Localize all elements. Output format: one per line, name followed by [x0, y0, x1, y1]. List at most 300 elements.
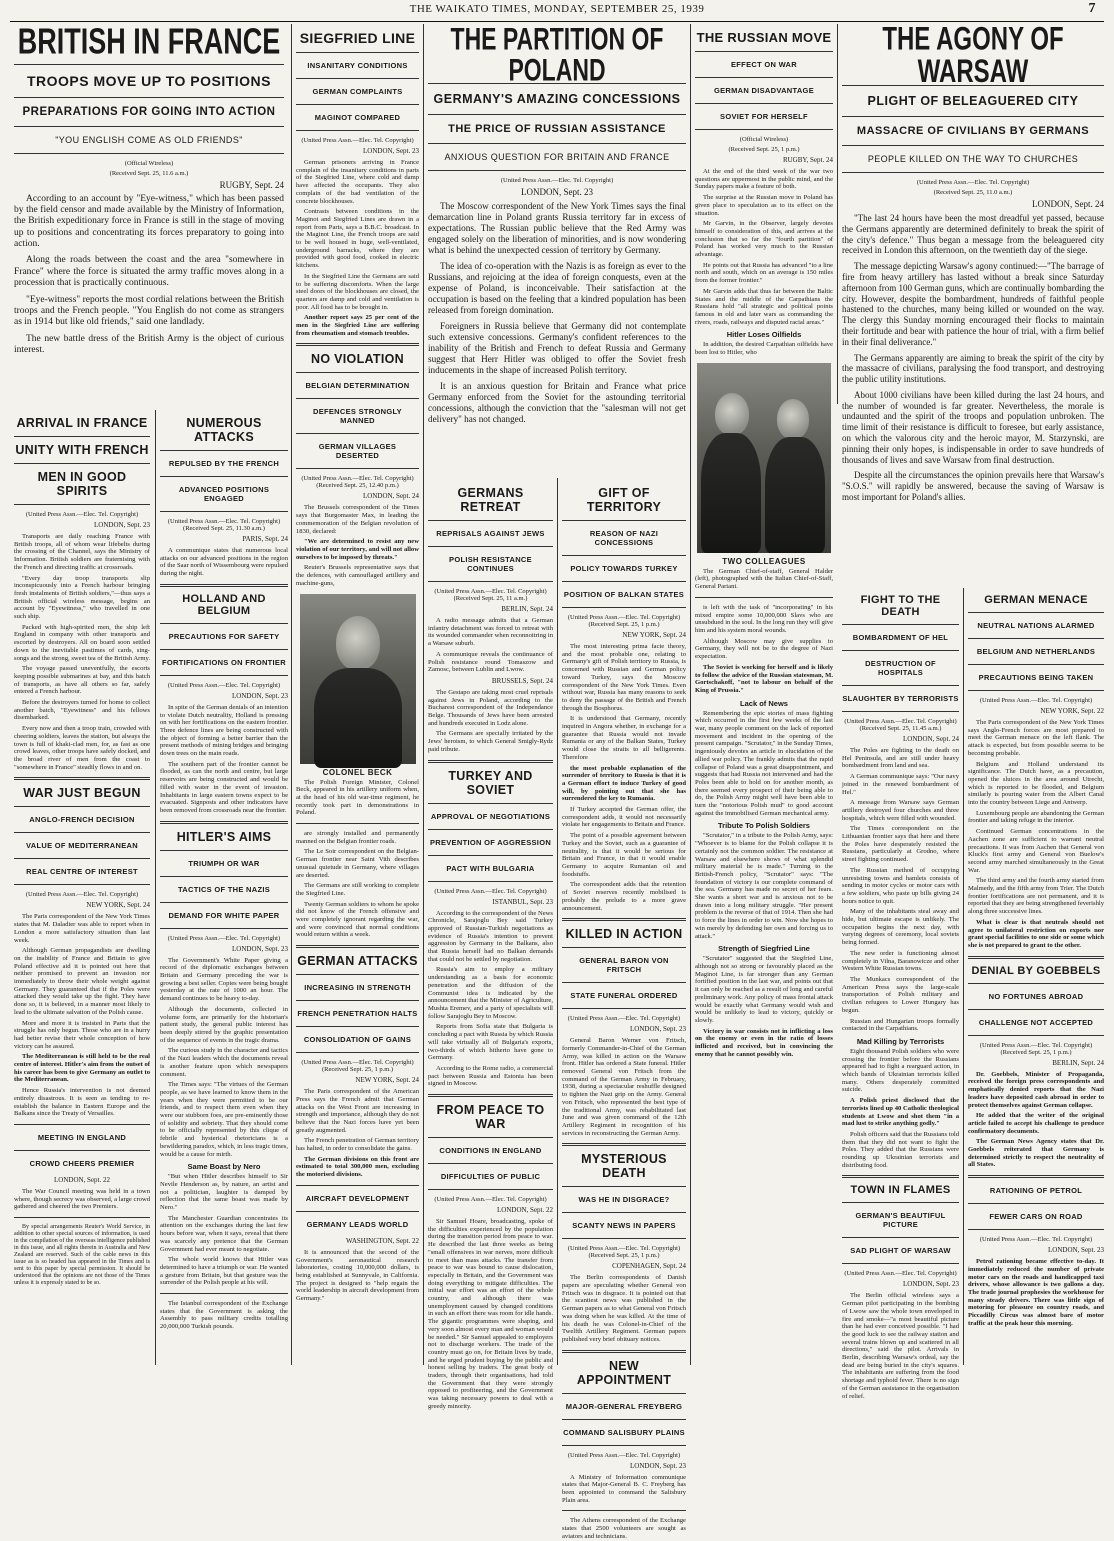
headline: THE RUSSIAN MOVE [696, 30, 832, 45]
divider [14, 153, 284, 154]
headline: TURKEY AND SOVIET [448, 768, 533, 797]
paragraph: The new order is functioning almost completely in Vilna, Baranowicze and other Western White Russian towns. [842, 949, 959, 973]
dateline: NEW YORK, Sept. 24 [86, 901, 150, 910]
divider [296, 1026, 419, 1027]
source-line: (Official Wireless) [124, 159, 174, 167]
agony-of-warsaw-article [842, 21, 1104, 584]
subhead: BELGIAN DETERMINATION [305, 381, 410, 391]
subhead: SCANTY NEWS IN PAPERS [572, 1221, 676, 1231]
paragraph: The Times correspondent on the Lithuanian frontier says that here and there the Poles have desperately resisted the Russians, particularly at Grodno, where street fighting continued. [842, 825, 959, 864]
paragraph: The War Council meeting was held in a town where, though secrecy was observed, a large crowd gathered and cheered the two Premiers. [14, 1187, 150, 1211]
divider [296, 945, 419, 948]
paragraph: The point of a possible agreement between Turkey and the Soviet, such as a guarantee of neutrality, is that it would be serious for Britain and France, in that it would enable Germany to acquire Rumanian oil and foodstuffs. [562, 832, 686, 878]
divider [968, 612, 1104, 613]
paragraph: He points out that Russia has advanced "to a line north and south, which on an average is 150 miles from the former frontier." [695, 261, 833, 285]
dateline: LONDON, Sept. 23 [363, 147, 419, 155]
divider [695, 77, 833, 78]
inline-subhead: Hitler Loses Oilfields [726, 330, 802, 340]
divider [842, 650, 959, 651]
divider [968, 1035, 1104, 1036]
divider [296, 1211, 419, 1212]
inline-subhead: Mad Killing by Terrorists [856, 1036, 945, 1046]
paragraph: Hence Russia's intervention is not deemed entirely disastrous. It is seen as tending to re-establish the balance in Eastern Europe and the Balkans since the Treaty of Versailles. [14, 1087, 150, 1118]
paragraph: The new battle dress of the British Army is the object of curious interest. [14, 333, 284, 356]
headline: NO VIOLATION [311, 352, 404, 367]
headline: TOWN IN FLAMES [850, 1184, 951, 1197]
divider [968, 1229, 1104, 1230]
paragraph: A Ministry of Information communique states that Major-General B. C. Freyberg has been appointed to command the Salisbury Plain area. [562, 1473, 686, 1504]
subhead: POLICY TOWARDS TURKEY [570, 564, 678, 573]
paragraph: Another report says 25 per cent of the men in the Siegfried Line are suffering from rheumatism and stomach troubles. [296, 314, 419, 337]
headline: GERMANS RETREAT [457, 486, 524, 514]
received-line: (United Press Assn.—Elec. Tel. Copyright) (Received Sept. 25, 11 a.m.) [434, 588, 547, 602]
divider [695, 129, 833, 130]
paragraph: The Munkacs correspondent of the American Press says the large-scale transportation of Polish military and civilian refugees to Lower Hungary has begun. [842, 975, 959, 1014]
subhead: REAL CENTRE OF INTEREST [26, 867, 138, 877]
paragraph: Contrasts between conditions in the Maginot and Siegfried Lines are drawn in a report from Paris, says a B.B.C. broadcast. In the Maginot Line, the French troops are said to be well housed in huge, well-ventilated, underground barracks, where they are provided with good food, cooked in electric kitchens. [296, 208, 419, 270]
subhead: INCREASING IN STRENGTH [304, 983, 411, 993]
source-line: (United Press Assn.—Elec. Tel. Copyright) [979, 1236, 1093, 1244]
divider [296, 1185, 419, 1186]
dateline: LONDON, Sept. 23 [1048, 1246, 1104, 1255]
paragraph: It is announced that the second of the Government's aeronautical research laboratories, costing 10,000,000 dollars, is being established at Sunnyvale, in California. The project is designed to "help regain the world leadership in aircraft development from Germany." [296, 1248, 419, 1303]
subhead: REPRISALS AGAINST JEWS [436, 529, 545, 538]
subhead: FRENCH PENETRATION HALTS [297, 1009, 418, 1019]
divider [160, 902, 288, 903]
divider [14, 64, 284, 65]
portrait-uniform-left [701, 433, 761, 553]
paragraph: The Istanbul correspondent of the Exchange states that the Government is asking the Assembly to pass military credits totalling 20,000,000 Turkish pounds. [160, 1300, 288, 1331]
dateline: LONDON, Sept. 23 [903, 1280, 959, 1289]
divider [695, 597, 833, 598]
divider [296, 104, 419, 105]
divider [428, 1163, 553, 1164]
divider [562, 581, 686, 582]
footnote: By special arrangements Reuter's World Service, in addition to other special sources of information, is used in the compilation of the overseas intelligence published in this issue, and all rights therein in Australia and New Zealand are reserved. Such of the cable news in this issue as is so headed has appeared in the Times and is sent to this paper by special permission. It should be understood that the opinions are not those of the Times unless it is expressly stated to be so. [14, 1224, 150, 1287]
photo-caption-title: TWO COLLEAGUES [722, 556, 806, 566]
subhead: BELGIUM AND NETHERLANDS [976, 647, 1096, 656]
subhead: WAS HE IN DISGRACE? [578, 1195, 670, 1205]
subhead: NEUTRAL NATIONS ALARMED [977, 621, 1095, 630]
subhead: RATIONING OF PETROL [989, 1186, 1083, 1196]
paragraph: The message depicting Warsaw's agony continued:—"The barrage of fire from heavy artillery has lasted without a break since Saturday afternoon from 100 German guns, which are continually bombarding the city. However, despite the bombardment, hundreds of faithful people hastened to the churches, many being killed or wounded on the way. The clergy this Sunday morning encouraged their flocks to maintain their fortitude and bear with patience the hour of trial, with a firm belief in their final deliverance." [842, 261, 1104, 347]
paragraph: According to the Rome radio, a commercial pact between Russia and Estonia has been signed in Moscow. [428, 1064, 553, 1088]
portrait-face [336, 616, 380, 670]
paragraph: The Moscow correspondent of the New York Times says the final demarcation line in Poland grants Russia territory far in excess of expectations. The Russian public believe that the Red Army was engaged solely on the liberation of minorities, and is now wondering what is behind the unexpected cession of territory by Germany. [428, 200, 686, 256]
inline-subhead: Lack of News [740, 698, 788, 708]
dateline: NEW YORK, Sept. 24 [355, 1076, 419, 1085]
divider [296, 974, 419, 975]
divider [296, 130, 419, 131]
headline: KILLED IN ACTION [565, 927, 683, 942]
divider [296, 52, 419, 53]
received-line: (Received Sept. 25, 11.0 a.m.) [933, 188, 1013, 196]
subhead: APPROVAL OF NEGOTIATIONS [430, 811, 551, 821]
siegfried-line-article [296, 24, 419, 1364]
divider [695, 51, 833, 52]
paragraph: The Russian method of occupying unresisting towns and hamlets consists of sending in motor cycles or motor cars with a few soldiers, who paste up bills giving 24 hours notice to quit. [842, 866, 959, 905]
subhead: MEETING IN ENGLAND [37, 1132, 127, 1142]
subhead: REASON OF NAZI CONCESSIONS [589, 529, 659, 547]
headline: WAR JUST BEGUN [23, 786, 141, 801]
divider [14, 504, 150, 505]
divider [296, 78, 419, 79]
paragraph: The Soviet is working for herself and is likely to follow the advice of the Russian statesman, M. Gortschakoff, "not to labour on behalf of the King of Prussia." [695, 663, 833, 694]
divider [14, 884, 150, 885]
paragraph: Mr Garvin adds that thus far between the Baltic States and the middle of the Carpathians the Russians hold "all strategic and political points famous in old and later wars as commanding the rivers, roads, railways and disputed racial areas." [695, 287, 833, 326]
paragraph: Although German propagandists are dwelling on the inability of France and Britain to give Poland effective aid it is pointed out here that neither promised to prevent an invasion nor immediately to throw their whole weight against Germany. They guaranteed that if the Poles were attacked they would take up the fight. They have done so, it is believed, in a manner most likely to lead to the ultimate salvation of the Polish cause. [14, 947, 150, 1016]
paragraph: Before the destroyers turned for home to collect another batch, "Eyewitness" and his fellows disembarked. [14, 699, 150, 722]
divider [160, 1293, 288, 1294]
received-line: (United Press Assn.—Elec. Tel. Copyright) (Received Sept. 25, 11.30 a.m.) [167, 518, 281, 532]
column-rule [155, 410, 156, 1365]
divider [562, 520, 686, 521]
headline-british-in-france: BRITISH IN FRANCE [17, 21, 281, 62]
subhead: PLIGHT OF BELEAGUERED CITY [867, 93, 1079, 108]
headline: MEN IN GOOD SPIRITS [37, 470, 127, 498]
dateline: NEW YORK, Sept. 22 [1040, 707, 1104, 715]
dateline: BERLIN, Sept. 24 [1052, 1058, 1104, 1067]
dateline: NEW YORK, Sept. 24 [622, 631, 686, 639]
divider [562, 1350, 686, 1353]
subhead: PREPARATIONS FOR GOING INTO ACTION [22, 105, 276, 118]
divider [428, 546, 553, 547]
subhead: SOVIET FOR HERSELF [720, 112, 808, 121]
paragraph: Many of the inhabitants steal away and hide, but ultimate escape is unlikely. The occupation begins the next day, with varying degrees of ceremony, local soviets being formed. [842, 908, 959, 947]
divider [562, 607, 686, 608]
divider [968, 1175, 1104, 1178]
inline-subhead: Tribute To Polish Soldiers [718, 821, 810, 831]
divider [842, 1237, 959, 1238]
paragraph: Luxembourg people are abandoning the German frontier and taking refuge in the interior. [968, 809, 1104, 825]
subhead: VALUE OF MEDITERRANEAN [26, 841, 138, 851]
divider [14, 832, 150, 833]
paragraph: German prisoners arriving in France complain of the insanitary conditions in parts of the Siegfried Line, where cold and damp have affected the occupants. They also complain of the bad ventilation of the concrete blockhouses. [296, 159, 419, 205]
subhead: STATE FUNERAL ORDERED [570, 991, 678, 1001]
divider [842, 172, 1104, 173]
dateline: LONDON, Sept. 24 [1032, 198, 1104, 209]
paragraph: The German News Agency states that Dr. Goebbels reiterated that Germany is determined strictly to respect the neutrality of all States. [968, 1138, 1104, 1169]
divider [428, 1094, 553, 1097]
subhead: ANXIOUS QUESTION FOR BRITAIN AND FRANCE [444, 151, 670, 162]
paragraph: Mr Garvin, in the Observer, largely devotes himself to consideration of this, and arrives at the conclusion that so far the "fourth partition" of Poland has worked very much to the Russian advantage. [695, 220, 833, 259]
paragraph: Reports from Sofia state that Bulgaria is concluding a pact with Russia by which Russia will take virtually all of Bulgaria's exports, two-thirds of which hitherto have gone to Germany. [428, 1023, 553, 1062]
divider [160, 675, 288, 676]
divider [842, 1263, 959, 1264]
divider [695, 103, 833, 104]
divider [160, 450, 288, 451]
paragraph: The Germans are specially irritated by the Jews' heroism, to which General Smigly-Rydz paid tribute. [428, 730, 553, 753]
divider [296, 1052, 419, 1053]
subhead: GENERAL BARON VON FRITSCH [579, 956, 669, 975]
paragraph: Remembering the epic stories of mass fighting which occurred in the first few weeks of the last war, many people comment on the lack of reported movement and incident in the opening of the present campaign. "Scrutator," in the Sunday Times, ingeniously devotes an article in elucidation of the allied war policy. The frankly admits that the rapid collapse of Poland was a great disappointment, and suggests that had Russia not intervened and had the Poles been able to hold on for another month, as there seemed every prospect of their being able to do, the Polish Army might well have been able to turn the "notorious Polish mud" to good account against the immobilised German mechanical army. [695, 709, 833, 817]
paragraph: Russia's aim to employ a military understanding as a basis for economic penetration and the diffusion of the Communist idea is indicated by the announcement that the Minister of Agriculture, Mushta Eremev, and a party of specialists will follow Sarajoglu Bey to Moscow. [428, 966, 553, 1020]
subhead: NO FORTUNES ABROAD [988, 991, 1084, 1001]
headline: HOLLAND AND BELGIUM [182, 592, 266, 617]
paragraph: According to the correspondent of the News Chronicle, Sarajoglu Bey said Turkey approved of Russian-Turkish negotiations as evidence of Russia's intention to prevent aggression by Germany in the Balkans, also that Russia herself had no Balkan demands that could not be settled by negotiation. [428, 909, 553, 963]
paragraph: The correspondent adds that the retention of Soviet reserves recently mobilised is probably the prelude to a more grave announcement. [562, 881, 686, 912]
two-colleagues-photo [697, 363, 831, 553]
paragraph: Belgium and Holland understand its significance. The Dutch have, as a precaution, opened the sluices in the area around Utrecht, which is reported to be flooded, and Belgium similarly is pouring water from the Albert Canal into the country between Liege and Antwerp. [968, 760, 1104, 807]
headline: HITLER'S AIMS [176, 829, 272, 844]
paragraph: The southern part of the frontier cannot be flooded, as can the north and centre, but large reservoirs are being constructed and would be filled with water in the event of invasion. Inhabitants in large eastern towns expect to be evacuated. Signposts and other indicators have been removed from crossroads near the frontier. [160, 760, 288, 814]
divider [842, 145, 1104, 146]
subhead: THE PRICE OF RUSSIAN ASSISTANCE [448, 122, 666, 135]
column-rule [837, 24, 838, 404]
received-line: (United Press Assn.—Elec. Tel. Copyright) (Received Sept. 25, 12.40 p.m.) [301, 475, 414, 490]
divider [562, 1393, 686, 1394]
headline: GERMAN MENACE [984, 594, 1088, 606]
divider [562, 982, 686, 983]
paragraph: are strongly installed and permanently manned on the Belgian frontier roads. [296, 830, 419, 845]
divider [968, 983, 1104, 984]
divider [296, 398, 419, 399]
divider [968, 638, 1104, 639]
dateline: WASHINGTON, Sept. 22 [346, 1236, 419, 1245]
paragraph: Dr. Goebbels, Minister of Propaganda, received the foreign press correspondents and emphatically denied reports that the Nazi leaders have deposited cash abroad in order to protect themselves against German collapse. [968, 1070, 1104, 1109]
paragraph: The Berlin correspondents of Danish papers are speculating whether General von Fritsch was in disgrace. It is pointed out that the scantiest news was published in the German papers as to what General von Fritsch was doing when he was killed. At the time of his death he was Colonel-in-Chief of the Twelfth Artillery Regiment. German papers published very brief obituary notices. [562, 1274, 686, 1343]
divider [562, 918, 686, 921]
paragraph: Although Moscow may give supplies to Germany, they will not be to the degree of Nazi expectation. [695, 637, 833, 661]
divider [842, 624, 959, 625]
divider [562, 1510, 686, 1511]
paragraph: The most interesting prima facie theory, and the most probable one, relating to Germany's gift of Polish territory to Russia, is concerned with Russian and German policy toward Turkey, says the Moscow correspondent of the New York Times. Even without war, Russia has many reasons to seek to deny the passage of the British and French through the Bosphorus. [562, 643, 686, 712]
dateline: RUGBY, Sept. 24 [219, 179, 284, 190]
subhead: CONSOLIDATION OF GAINS [303, 1035, 412, 1045]
source-line: (United Press Assn.—Elec. Tel. Copyright) [25, 891, 139, 899]
paragraph: Every now and then a troop train, crowded with cheering soldiers, leaves the station, but always the town is full of khaki-clad men, for, as fast as one crowd leaves, other troops have safely docked, and the broad river of men from the coast to "somewhere in France" steadily flows in and on. [14, 725, 150, 771]
paragraph: The French penetration of German territory has halted, in order to consolidate the gains. [296, 1137, 419, 1153]
paragraph: The Athens correspondent of the Exchange states that 2500 volunteers are sought as aviators and technicians. [562, 1517, 686, 1540]
source-line: (United Press Assn.—Elec. Tel. Copyright) [500, 176, 614, 184]
paragraph: "But when Hitler describes himself to Sir Nevile Henderson as, by nature, an artist and not a politician, laughter is damped by reflection that the same boast was made by Nero." [160, 1173, 288, 1212]
paragraph: Foreigners in Russia believe that Germany did not contemplate such extensive concessions. Germany's confident references to the inability of the British and French to defeat Russia and Germany suggest that Herr Hitler was obliged to offer the Soviet fresh inducements in the shape of increased Polish territory. [428, 321, 686, 376]
subhead: COMMAND SALISBURY PLAINS [563, 1427, 685, 1437]
headline-partition-of-poland: THE PARTITION OF POLAND [450, 21, 664, 89]
paragraph: The voyage passed uneventfully, the escorts keeping possible submarines at bay, and this batch of transports, as have all others so far, safely entered a French harbour. [14, 665, 150, 696]
paragraph: A radio message admits that a German infantry detachment was forced to retreat with its wounded commander when reconnoitring in a Warsaw suburb. [428, 617, 553, 648]
paragraph: Along the roads between the coast and the area "somewhere in France" where the force is situated the army traffic moves along in a procession that is practically continuous. [14, 255, 284, 289]
partition-of-poland-article [428, 21, 686, 476]
divider [296, 823, 419, 824]
source-line: (United Press Assn.—Elec. Tel. Copyright) [25, 511, 139, 518]
source-line: (United Press Assn.—Elec. Tel. Copyright) [434, 887, 547, 895]
subhead: GERMANY'S AMAZING CONCESSIONS [433, 91, 681, 106]
headline: FROM PEACE TO WAR [436, 1103, 545, 1132]
paragraph: The Government's White Paper giving a record of the diplomatic exchanges between Britain and Germany preceding the war is growing a best seller. Copies were being bought yesterday at the rate of 1000 an hour. The demand continues to be heavy to-day. [160, 956, 288, 1003]
received-line: (United Press Assn.—Elec. Tel. Copyright) (Received Sept. 25, 11.45 a.m.) [844, 718, 957, 732]
paragraph: the most probable explanation of the surrender of territory to Russia is that it is a German effort to induce Turkey of good will, by pointing out that she has surrendered the key to Rumania. [562, 764, 686, 803]
dateline: LONDON, Sept. 23 [232, 944, 288, 953]
russian-move-article [695, 24, 833, 1364]
divider [14, 806, 150, 807]
paragraph: Russian and Hungarian troops formally contacted in the Carpathians. [842, 1017, 959, 1033]
divider [562, 1419, 686, 1420]
divider [428, 881, 553, 882]
divider [562, 1143, 686, 1146]
headline: NEW APPOINTMENT [576, 1358, 672, 1387]
subhead: TRIUMPH OR WAR [188, 858, 260, 868]
received-line: (Received Sept. 25, 11.6 a.m.) [109, 169, 189, 177]
dateline: LONDON, Sept. 24 [363, 492, 419, 501]
paragraph: Twenty German soldiers to whom he spoke did not know of the French offensive and were completely ignorant regarding the war, and were convinced that normal conditions would return within a week. [296, 900, 419, 939]
headline: UNITY WITH FRENCH [15, 443, 149, 457]
divider [160, 511, 288, 512]
paragraph: The Mediterranean is still held to be the real centre of interest. Hitler's aim from the outset of his career has been to give Germany an outlet to the Mediterranean. [14, 1053, 150, 1084]
subhead: PEOPLE KILLED ON THE WAY TO CHURCHES [867, 153, 1079, 164]
dateline: LONDON, Sept. 24 [903, 735, 959, 743]
german-menace-article [968, 588, 1104, 1365]
subhead: "YOU ENGLISH COME AS OLD FRIENDS" [55, 134, 243, 145]
numerous-attacks-article [160, 410, 288, 1365]
subhead: DESTRUCTION OF HOSPITALS [865, 659, 936, 677]
subhead: DEFENCES STRONGLY MANNED [312, 407, 402, 426]
paragraph: According to an account by "Eye-witness," which has been passed by the field censor and made available by the Ministry of Information, the British expeditionary force in France is still in the stage of moving up to positions and concentrating its forces preparatory to going into action. [14, 193, 284, 250]
received-line: (United Press Assn.—Elec. Tel. Copyright) (Received Sept. 25, 1 p.m.) [979, 1041, 1093, 1056]
paragraph: At the end of the third week of the war two questions are uppermost in the public mind, and the Sunday papers make a feature of both. [695, 168, 833, 191]
dateline: LONDON, Sept. 22 [497, 1206, 553, 1215]
subhead: PRECAUTIONS FOR SAFETY [168, 631, 280, 641]
dateline: ISTANBUL, Sept. 23 [492, 897, 553, 906]
headline: ARRIVAL IN FRANCE [16, 416, 148, 430]
paragraph: The Germans apparently are aiming to break the spirit of the city by the massacre of civilians, paralysing the food transport, and destroying the public utility institutions. [842, 352, 1104, 385]
divider [562, 1186, 686, 1187]
paragraph: Victory in war consists not in inflicting a loss on the enemy or even in the ratio of losses inflicted and received, but in convincing the enemy that he cannot possibly win. [695, 1027, 833, 1058]
paragraph: About 1000 civilians have been killed during the last 24 hours, and the number of wounded is far greater. Nevertheless, the morale is undaunted and the spirit of the troops and population unbroken. The time limit of their resistance is difficult to foresee, but early assistance, on which the valorous city and the heroic mayor, M. Starzynski, are pinning their only hopes, is indispensable in order to save hundreds of thousands of lives and save Warsaw from final destruction. [842, 389, 1104, 465]
subhead: DIFFICULTIES OF PUBLIC [440, 1172, 541, 1182]
divider [428, 1137, 553, 1138]
paragraph: is left with the task of "incorporating" in his mixed empire some 10,000,000 Slavs who are unsubdued in the soul. In the long run they will give him and his system moral wounds. [695, 603, 833, 634]
divider [160, 850, 288, 851]
headline: GIFT OF TERRITORY [586, 486, 662, 514]
paragraph: What is clear is that neutrals should not agree to unilateral restriction on exports nor grant special facilities to one side or some which she is not prepared to grant to the other. [968, 918, 1104, 949]
paragraph: The German divisions on this front are estimated to total 300,000 men, excluding the motorised divisions. [296, 1155, 419, 1179]
dateline: BERLIN, Sept. 24 [501, 605, 553, 613]
subhead: PACT WITH BULGARIA [446, 863, 535, 873]
paragraph: "Scrutator" suggested that the Siegfried Line, although not so strong or favourably placed as the Maginot Line, is far stronger than any German fortified position in the last war, and points out that it can only be reached as a result of long and careful preliminary work. Any policy of mass frontal attack would be exactly what Germany would wish and would be unlikely to lead to victory, quickly or slowly. [695, 955, 833, 1024]
divider [842, 1202, 959, 1203]
paragraph: The Berlin official wireless says a German pilot participating in the bombing of Lwow saw the whole town enveloped in fire and smoke—"a most beautiful picture than he had ever conceived possible. "I had the good luck to see the railway station and several trains blown up and scattered in all directions," said the pilot. Arrivals in Berlin, describing Warsaw's ordeal, say the dead are being buried in the city's squares. The inhabitants are suffering from the food shortage and typhoid fever. There is no sign of the German assistance in the organisation of relief. [842, 1292, 959, 1400]
subhead: MASSACRE OF CIVILIANS BY GERMANS [856, 124, 1090, 137]
paragraph: Sir Samuel Hoare, broadcasting, spoke of the difficulties experienced by the population during the transition period from peace to war. He described the last three weeks as being "small offensives in war nerves, more difficult to meet than mass attacks. The transfer from peace to war was bound to cause dislocation, especially in Britain, and the Government was doing everything to mitigate difficulties. The initial war effort was an effort of the whole country, and although there was unemployment caused by changed conditions in such an effort there was room for idle hands. The gigantic programmes were shaping, and very soon almost every man and woman would be needed." Sir Samuel appealed to employers not to discharge workers. The trade of the country must go on, for Britain lives by trade, and he urged prudent buying by the public and honest selling by traders. The great body of traders, through their organisations, had told the Government that they were strongly opposed to profiteering, and the Government was taking necessary powers to deal with a greedy minority. [428, 1218, 553, 1410]
divider [968, 956, 1104, 959]
column-rule [557, 478, 558, 1365]
divider [562, 1238, 686, 1239]
paragraph: Polish officers said that the Russians told them that they did not want to fight the Poles. They added that the Russians were rounding up Ukrainian terrorists and distributing food. [842, 1130, 959, 1169]
subhead: POLISH RESISTANCE CONTINUES [449, 555, 532, 573]
divider [160, 928, 288, 929]
divider [562, 555, 686, 556]
source-line: (United Press Assn.—Elec. Tel. Copyright) [567, 1015, 681, 1023]
subhead: REPULSED BY THE FRENCH [168, 459, 280, 468]
paragraph: The third army and the fourth army started from Malmedy, and the fifth army from Trier. The Dutch frontier fortifications are not permanent, and it is reported that they are being strengthened feverishly along three successive lines. [968, 877, 1104, 916]
received-line: (United Press Assn.—Elec. Tel. Copyright) (Received Sept. 25, 1 p.m.) [301, 1059, 414, 1074]
divider [296, 343, 419, 346]
source-line: (United Press Assn.—Elec. Tel. Copyright) [916, 178, 1030, 186]
divider [160, 876, 288, 877]
divider [428, 855, 553, 856]
paragraph: "Eye-witness" reports the most cordial relations between the British troops and the French people. "You English do not come as strangers as in 1914 but like old friends," said one landlady. [14, 294, 284, 328]
divider [968, 1203, 1104, 1204]
divider [296, 468, 419, 469]
headline-agony-of-warsaw: THE AGONY OF WARSAW [882, 21, 1064, 91]
received-line: (United Press Assn.—Elec. Tel. Copyright) (Received Sept. 25, 1 p.m.) [567, 1245, 681, 1260]
portrait-face-right [777, 399, 809, 439]
subhead: SAD PLIGHT OF WARSAW [850, 1246, 951, 1256]
portrait-face-left [715, 393, 749, 435]
divider [428, 114, 686, 115]
paragraph: A Polish priest disclosed that the terrorists lined up 40 Catholic theological students at Lwow and shot them "in a mad lust to strike anything godly." [842, 1097, 959, 1128]
paragraph: In spite of the German denials of an intention to violate Dutch neutrality, Holland is pressing on with her fortifications on the eastern frontier. Three defence lines are being constructed with the object of forming a better barrier than the present methods of mining bridges and bringing down trees on the main roads. [160, 703, 288, 758]
photo-caption-title: COLONEL BECK [322, 767, 393, 777]
paragraph: The Poles are fighting to the death on Hel Peninsula, and are still under heavy bombardment from land and sea. [842, 747, 959, 770]
dateline: LONDON, Sept. 23 [94, 521, 150, 529]
divider [160, 623, 288, 624]
paragraph: General Baron Werner von Fritsch, formerly Commander-in-Chief of the German Army, was killed in action on the Warsaw front. Hitler has ordered a State funeral. Hitler removed General von Fritsch from the command of the German Army in February, 1938, during a spectacular reshuffle designed to tighten the Nazi grip on the Army. General von Fritsch, who represented the best type of the traditional Army, was rehabilitated last June and was given command of the 12th Artillery Regiment in recognition of his services in reconstructing the German Army. [562, 1037, 686, 1137]
divider [296, 433, 419, 434]
paragraph: He added that the writer of the original article failed to accept his challenge to produce confirmatory documents. [968, 1112, 1104, 1135]
divider [160, 584, 288, 587]
paragraph: The Le Soir correspondent on the Belgian-German frontier near Saint Vith describes unusual quietude in Germany, where villages are deserted. [296, 848, 419, 879]
paragraph: Transports are daily reaching France with British troops, all of whom wear lifebelts during the crossing of the Channel, says the Ministry of Information. British soldiers are fraternising with the French and directing traffic at crossroads. [14, 533, 150, 571]
headline: DENIAL BY GOEBBELS [971, 964, 1101, 977]
column-rule [291, 24, 292, 1365]
paragraph: The Germans are still working to complete the Siegfried Line. [296, 882, 419, 897]
subhead: BOMBARDMENT OF HEL [852, 633, 949, 642]
column-rule [690, 24, 691, 1365]
paragraph: A message from Warsaw says German artillery destroyed four churches and three hospitals, which were filled with wounded. [842, 799, 959, 822]
paragraph: A communique states that numerous local attacks on our advanced positions in the region of the Saar north of Wissembourg were repulsed during the night. [160, 547, 288, 578]
fight-to-the-death-article [842, 588, 959, 1400]
subhead: PREVENTION OF AGGRESSION [429, 837, 552, 847]
paragraph: The Brussels correspondent of the Times says that Burgomaster Max, in leading the commemoration of the Belgian revolution of 1830, declared: [296, 504, 419, 535]
masthead [0, 0, 1114, 20]
subhead: ADVANCED POSITIONS ENGAGED [178, 485, 270, 503]
dateline: LONDON, Sept. 23 [232, 691, 288, 700]
subhead: AIRCRAFT DEVELOPMENT [305, 1193, 410, 1203]
dateline: LONDON, Sept. 23 [521, 186, 593, 197]
headline: MYSTERIOUS DEATH [581, 1152, 667, 1181]
divider [14, 858, 150, 859]
divider [428, 520, 553, 521]
paragraph: It is an anxious question for Britain and France what price Germany enforced from the Soviet for the astounding territorial concessions, although the conviction that the "salesman will not get delivery" has not changed. [428, 381, 686, 425]
divider [296, 1000, 419, 1001]
paragraph: The curious study in the character and tactics of the Nazi leaders which the documents reveal is another feature upon which newspapers comment. [160, 1047, 288, 1078]
paragraph: More and more it is insisted in Paris that the struggle has only begun. Those who are in a hurry had better revise their whole conception of how victory can be assured. [14, 1019, 150, 1050]
source-line: (United Press Assn.—Elec. Tel. Copyright) [301, 137, 414, 144]
divider [14, 126, 284, 127]
divider [14, 97, 284, 98]
column-rule [963, 588, 964, 1365]
column-rule [423, 24, 424, 1365]
subhead: PRECAUTIONS BEING TAKEN [978, 673, 1094, 682]
divider [968, 690, 1104, 691]
divider [14, 1124, 150, 1125]
received-line: (Received Sept. 25, 1 p.m.) [728, 146, 800, 153]
paragraph: The surprise at the Russian move in Poland has given place to speculation as to its effect on the situation. [695, 194, 833, 217]
paragraph: The Paris correspondent of the New York Times says Anglo-French forces are most prepared to meet the German menace on the left flank. The attack is expected, but from possible seems to be becoming probable. [968, 719, 1104, 757]
subhead: EFFECT ON WAR [731, 60, 797, 69]
headline: GERMAN ATTACKS [297, 954, 418, 969]
paragraph: "Every day troop transports slip inconspicuously into a French harbour bringing fresh instalments of British soldiers,"—thus says a British official wireless message, begins an account by "Eyewitness," who travelled in one such ship. [14, 574, 150, 621]
germans-retreat-article [428, 480, 553, 1410]
dateline: LONDON, Sept. 22 [54, 1175, 110, 1184]
divider [562, 1212, 686, 1213]
page-number: 7 [1088, 1, 1096, 16]
masthead-title: THE WAIKATO TIMES, MONDAY, SEPTEMBER 25, 1939 [409, 3, 705, 15]
divider [842, 1175, 959, 1178]
divider [296, 372, 419, 373]
